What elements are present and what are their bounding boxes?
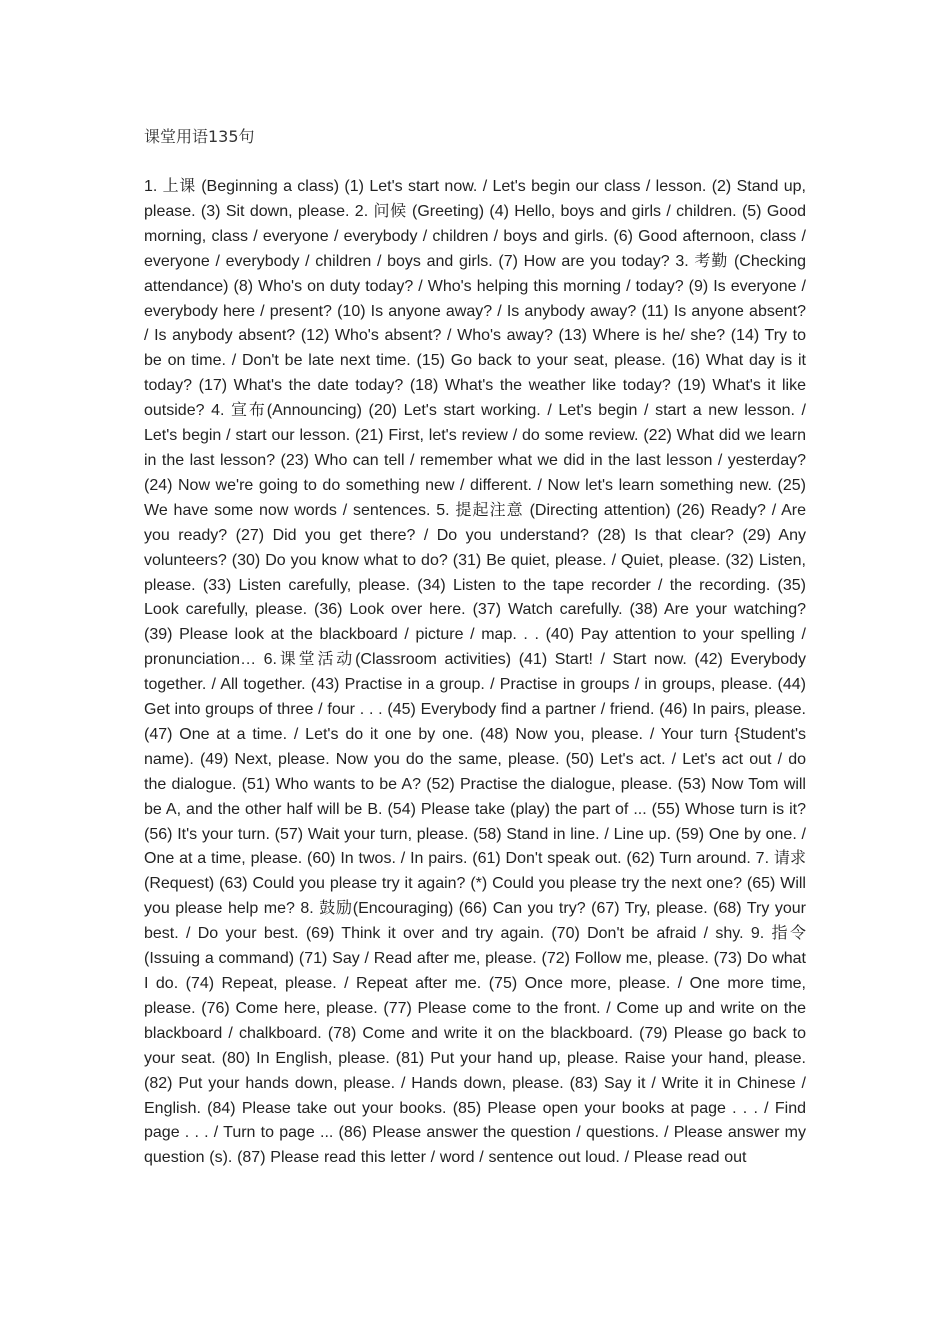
document-body-paragraph: 1. 上课 (Beginning a class) (1) Let's start now. / Let's begin our class / lesson. (2) Stand up, please. (3) Sit down, please. 2. 问候 (Greeting) (4) Hello, boys and girls / children. (5) Good morning, class / everyone / everybody / children / boys and girls. (6) Good afternoon, class / everyone / everybody / children / boys and girls. (7) How are you today? 3. 考勤 (Checking attendance) (8) Who's on duty today? / Who's helping this morning / today? (9) Is everyone / everybody here / present? (10) Is anyone away? / Is anybody away? (11) Is anyone absent? / Is anybody absent? (12) Who's absent? / Who's away? (13) Where is he/ she? (14) Try to be on time. / Don't be late next time. (15) Go back to your seat, please. (16) What day is it today? (17) What's the date today? (18) What's the weather like today? (19) What's it like outside? 4. 宣布(Announcing) (20) Let's start working. / Let's begin / start a new lesson. / Let's begin / start our lesson. (21) First, let's review / do some review. (22) What did we learn in the last lesson? (23) Who can tell / remember what we did in the last lesson / yesterday? (24) Now we're going to do something new / different. / Now let's learn something new. (25) We have some now words / sentences. 5. 提起注意 (Directing attention) (26) Ready? / Are you ready? (27) Did you get there? / Do you understand? (28) Is that clear? (29) Any volunteers? (30) Do you know what to do? (31) Be quiet, please. / Quiet, please. (32) Listen, please. (33) Listen carefully, please. (34) Listen to the tape recorder / the recording. (35) Look carefully, please. (36) Look over here. (37) Watch carefully. (38) Are your watching? (39) Please look at the blackboard / picture / map. . . (40) Pay attention to your spelling / pronunciation… 6.课堂活动(Classroom activities) (41) Start! / Start now. (42) Everybody together. / All together. (43) Practise in a group. / Practise in groups / in groups, please. (44) Get into groups of three / four . . . (45) Everybody find a partner / friend. (46) In pairs, please. (47) One at a time. / Let's do it one by one. (48) Now you, please. / Your turn {Student's name). (49) Next, please. Now you do the same, please. (50) Let's act. / Let's act out / do the dialogue. (51) Who wants to be A? (52) Practise the dialogue, please. (53) Now Tom will be A, and the other half will be B. (54) Please take (play) the part of ... (55) Whose turn is it? (56) It's your turn. (57) Wait your turn, please. (58) Stand in line. / Line up. (59) One by one. / One at a time, please. (60) In twos. / In pairs. (61) Don't speak out. (62) Turn around. 7. 请求(Request) (63) Could you please try it again? (*) Could you please try the next one? (65) Will you please help me? 8. 鼓励(Encouraging) (66) Can you try? (67) Try, please. (68) Try your best. / Do your best. (69) Think it over and try again. (70) Don't be afraid / shy. 9. 指令(Issuing a command) (71) Say / Read after me, please. (72) Follow me, please. (73) Do what I do. (74) Repeat, please. / Repeat after me. (75) Once more, please. / One more time, please. (76) Come here, please. (77) Please come to the front. / Come up and write on the blackboard / chalkboard. (78) Come and write it on the blackboard. (79) Please go back to your seat. (80) In English, please. (81) Put your hand up, please. Raise your hand, please. (82) Put your hands down, please. / Hands down, please. (83) Say it / Write it in Chinese / English. (84) Please take out your books. (85) Please open your books at page . . . / Find page . . . / Turn to page ... (86) Please answer the question / questions. / Please answer my question (s). (87) Please read this letter / word / sentence out loud. / Please read out xyxy=(144,178,806,1167)
document-title: 课堂用语135句 xyxy=(144,127,255,146)
